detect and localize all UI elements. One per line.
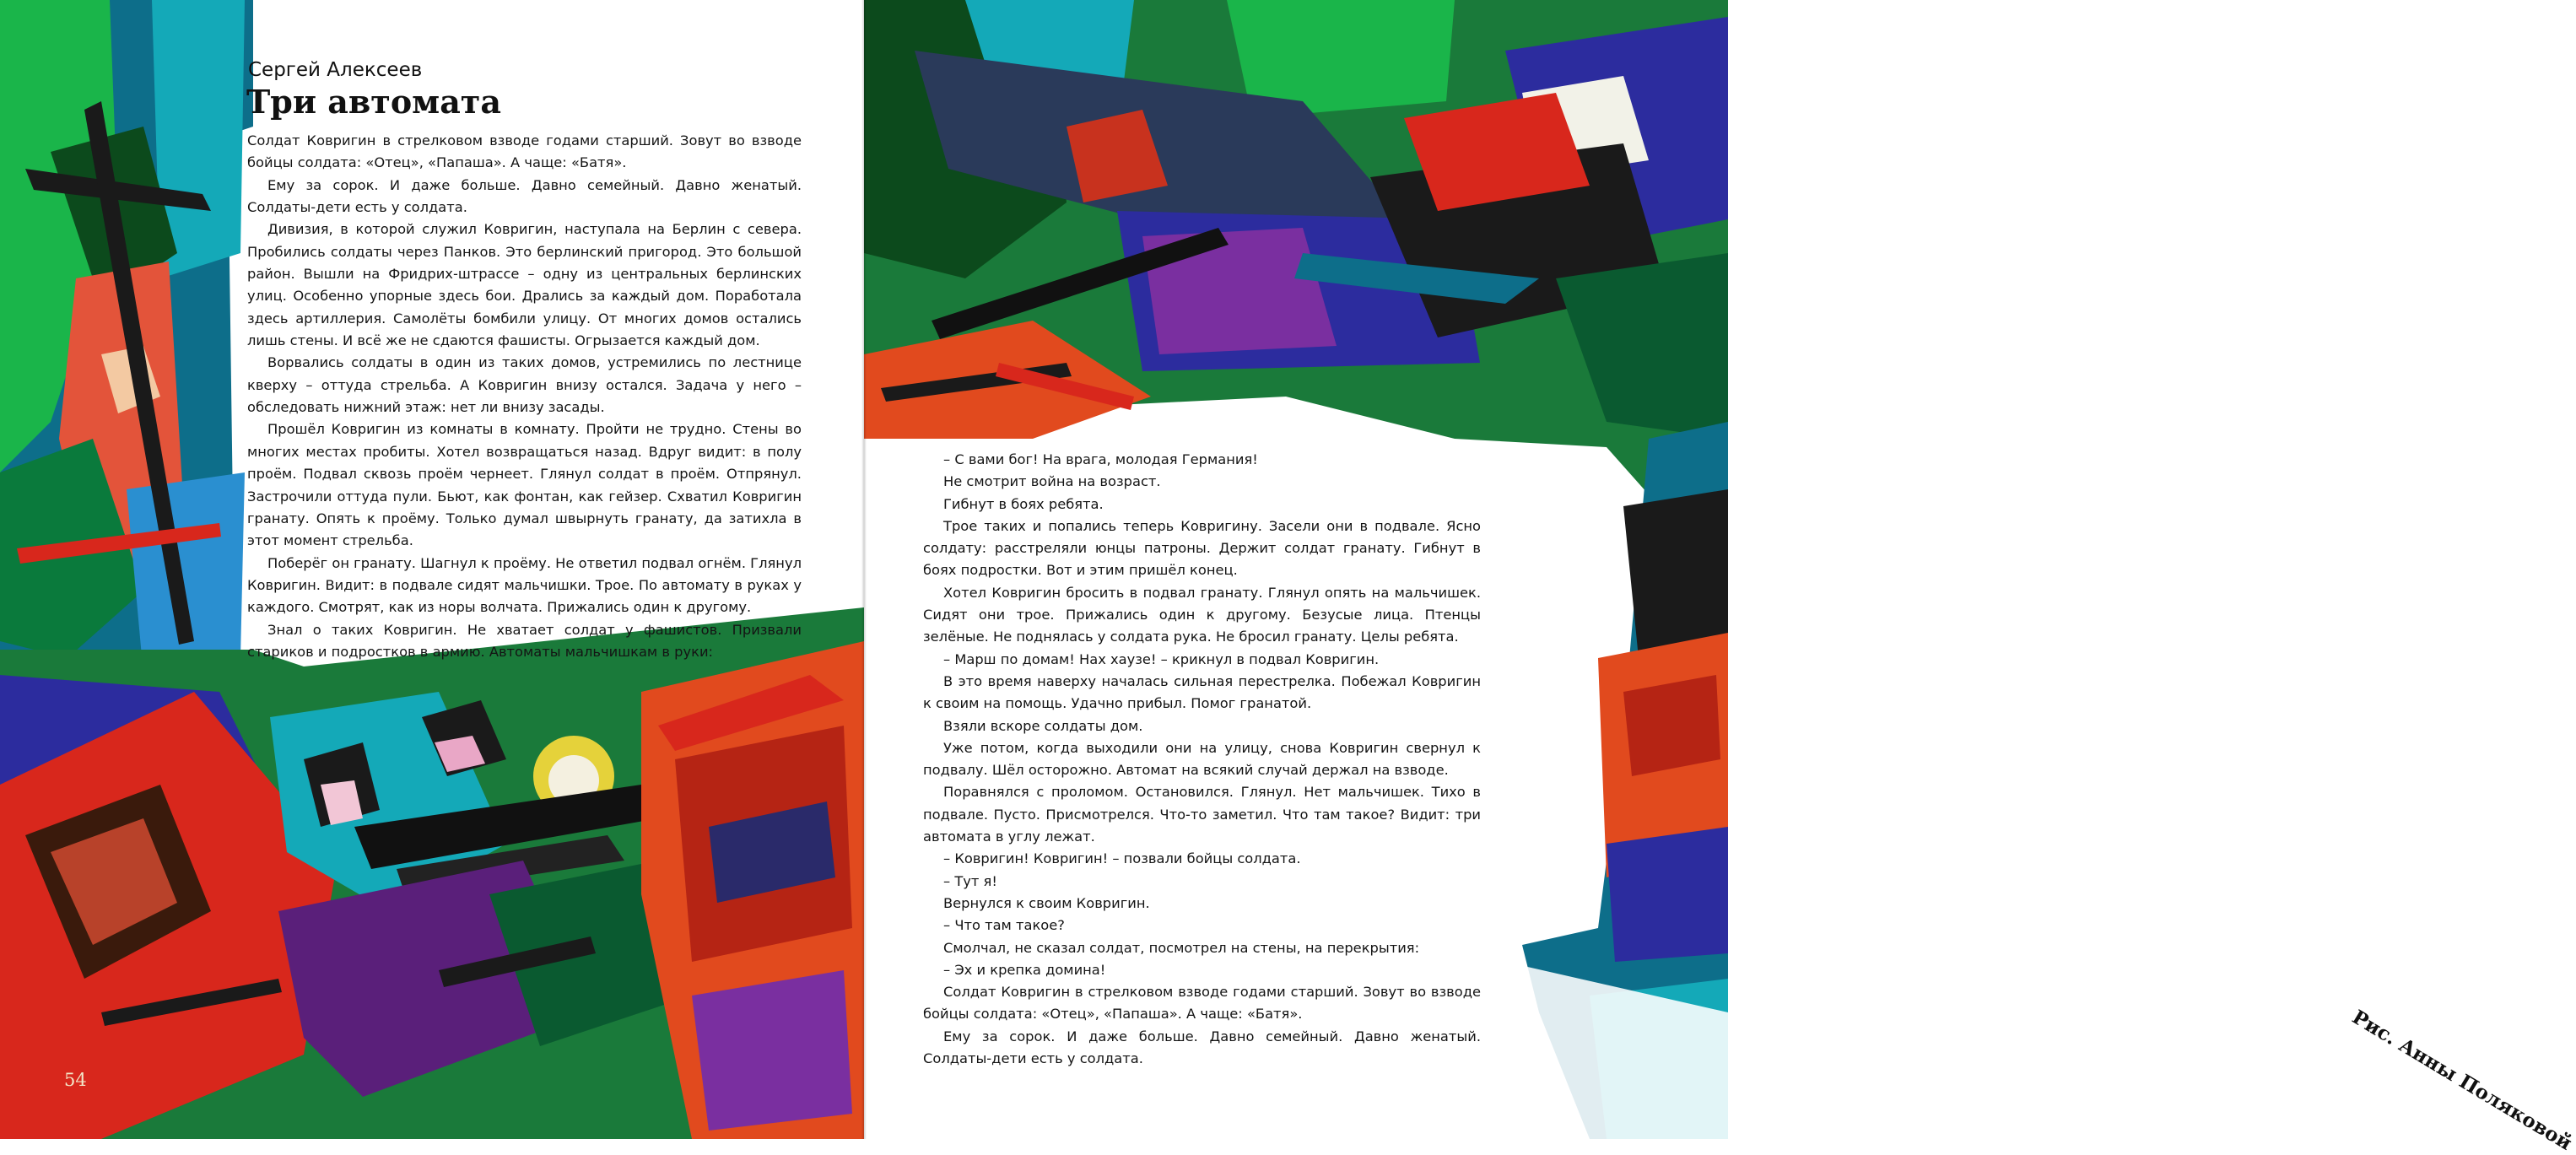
paragraph: Ему за сорок. И даже больше. Давно семейный. Давно женатый. Солдаты-дети есть у солдата. bbox=[247, 176, 802, 216]
paragraph: – С вами бог! На врага, молодая Германия! bbox=[943, 451, 1258, 467]
paragraph: Прошёл Ковригин из комнаты в комнату. Пройти не трудно. Стены во многих местах пробиты. Хотел возвращаться назад. Вдруг видит: в полу проём. Подвал сквозь проём чернеет. Глянул солдат в проём. Отпрянул. Застрочили оттуда пули. Бьют, как фонтан, как гейзер. Схватил Ковригин гранату. Опять к проёму. Только думал швырнуть гранату, да затихла в этот момент стрельба. bbox=[247, 421, 802, 549]
paragraph: – Марш по домам! Нах хаузе! – крикнул в подвал Ковригин. bbox=[943, 650, 1380, 667]
right-text-column bbox=[923, 449, 1481, 1070]
paragraph: Уже потом, когда выходили они на улицу, снова Ковригин свернул к подвалу. Шёл осторожно. Автомат на всякий случай держал на взводе. bbox=[923, 739, 1481, 779]
page-number: 54 bbox=[64, 1070, 87, 1090]
paragraph: Вернулся к своим Ковригин. bbox=[943, 894, 1150, 911]
left-page bbox=[0, 0, 864, 1139]
paragraph: Дивизия, в которой служил Ковригин, наступала на Берлин с севера. Пробились солдаты через Панков. Это берлинский пригород. Это большой район. Вышли на Фридрих-штрассе – одну из центральных берлинских улиц. Особенно упорные здесь бои. Дрались за каждый дом. Поработала здесь артиллерия. Самолёты бомбили улицу. От многих домов остались лишь стены. И всё же не сдаются фашисты. Огрызается каждый дом. bbox=[247, 221, 802, 349]
blue-paint-stroke bbox=[1607, 827, 1728, 962]
story-title: Три автомата bbox=[246, 83, 501, 121]
blue-paint-stroke bbox=[127, 472, 245, 675]
paragraph: Ему за сорок. И даже больше. Давно семейный. Давно женатый. Солдаты-дети есть у солдата. bbox=[923, 1028, 1481, 1067]
paragraph: Трое таких и попались теперь Ковригину. Засели они в подвале. Ясно солдату: расстреляли юнцы патроны. Держит солдат гранату. Гибнут в боях подростки. Вот и этим пришёл конец. bbox=[923, 517, 1481, 579]
illustration-credit: Рис. Анны Поляковой bbox=[2348, 1005, 2576, 1155]
paragraph: Солдат Ковригин в стрелковом взводе годами старший. Зовут во взводе бойцы солдата: «Отец», «Папаша». А чаще: «Батя». bbox=[923, 984, 1481, 1023]
paragraph: Не смотрит война на возраст. bbox=[943, 473, 1161, 490]
paragraph: Поберёг он гранату. Шагнул к проёму. Не ответил подвал огнём. Глянул Ковригин. Видит: в подвале сидят мальчишки. Трое. По автомату в руках у каждого. Смотрят, как из норы волчата. Прижались один к другому. bbox=[247, 554, 802, 616]
book-gutter bbox=[861, 0, 867, 1139]
left-text-column bbox=[247, 130, 802, 663]
paragraph: Поравнялся с проломом. Остановился. Глянул. Нет мальчишек. Тихо в подвале. Пусто. Присмотрелся. Что-то заметил. Что там такое? Видит: три автомата в углу лежат. bbox=[923, 784, 1481, 845]
paragraph: – Тут я! bbox=[943, 872, 997, 889]
paragraph: – Что там такое? bbox=[943, 917, 1065, 934]
paragraph: Солдат Ковригин в стрелковом взводе годами старший. Зовут во взводе бойцы солдата: «Отец», «Папаша». А чаще: «Батя». bbox=[247, 132, 802, 171]
paragraph: – Эх и крепка домина! bbox=[943, 961, 1106, 978]
paragraph: Ворвались солдаты в один из таких домов, устремились по лестнице кверху – оттуда стрельба. А Ковригин внизу остался. Задача у него – обследовать нижний этаж: нет ли внизу засады. bbox=[247, 354, 802, 416]
red-brick-paint bbox=[1623, 675, 1720, 776]
paragraph: Смолчал, не сказал солдат, посмотрел на стены, на перекрытия: bbox=[943, 939, 1420, 956]
author-name: Сергей Алексеев bbox=[248, 59, 423, 81]
paragraph: В это время наверху началась сильная перестрелка. Побежал Ковригин к своим на помощь. Удачно прибыл. Помог гранатой. bbox=[923, 672, 1481, 712]
paragraph: Хотел Ковригин бросить в подвал гранату. Глянул опять на мальчишек. Сидят они трое. Прижались один к другому. Безусые лица. Птенцы зелёные. Не поднялась у солдата рука. Не бросил гранату. Целы ребята. bbox=[923, 584, 1481, 645]
paragraph: Взяли вскоре солдаты дом. bbox=[943, 717, 1143, 734]
purple-paint-stroke bbox=[692, 970, 852, 1131]
paragraph: Гибнут в боях ребята. bbox=[943, 495, 1104, 512]
paragraph: – Ковригин! Ковригин! – позвали бойцы солдата. bbox=[943, 850, 1301, 867]
paragraph: Знал о таких Ковригин. Не хватает солдат у фашистов. Призвали стариков и подростков в армию. Автоматы мальчишкам в руки: bbox=[247, 621, 802, 660]
